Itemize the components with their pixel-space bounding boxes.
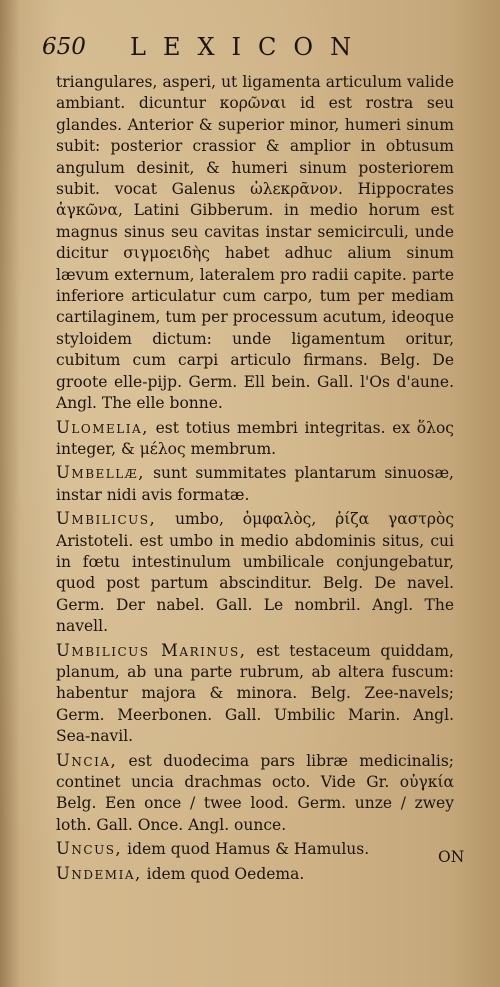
entry-headword: Ulomelia, [56,417,149,437]
entry-headword: Umbilicus Marinus, [56,640,247,660]
entry-headword: Undemia, [56,863,142,883]
entry-text: est duodecima pars libræ medicinalis; continet uncia drachmas octo. Vide Gr. οὐγκία Belg. Een once / twee lood. Germ. unze / zwey loth. Gall. Once. Angl. ounce. [56,751,454,834]
entry-umbilicus [56,508,454,637]
entry-text: est totius membri integritas. ex ὅλος integer, & μέλος membrum. [56,418,454,458]
page-number: 650 [42,34,86,60]
entry-continuation [56,72,454,415]
page-header [42,30,462,64]
entry-text: sunt summitates plantarum sinuosæ, instar nidi avis formatæ. [56,464,454,504]
entry-ulomelia [56,417,454,461]
entry-undemia [56,863,454,885]
lexicon-text [56,72,454,887]
entry-uncia [56,750,454,837]
entry-headword: Uncus, [56,839,123,859]
running-head: LEXICON [130,33,369,61]
entry-text: est testaceum quiddam, planum, ab una parte rubrum, ab altera fuscum: habentur majora & minora. Belg. Zee-navels; Germ. Meerbonen. Gall. Umbilic Marin. Angl. Sea-navil. [56,641,454,746]
catchword: ON [438,848,465,866]
entry-text: umbo, ὀμφαλὸς, ῥίζα γαστρὸς Aristoteli. est umbo in medio abdominis situs, cui in fœtu intestinulum umbilicale conjungebatur, quod post partum abscinditur. Belg. De navel. Germ. Der nabel. Gall. Le nombril. Angl. The navell. [56,510,454,636]
entry-text: triangulares, asperi, ut ligamenta articulum valide ambiant. dicuntur κορῶναι id est rostra seu glandes. Anterior & superior minor, humeri sinum subit: posterior crassior & amplior in obtusum angulum desinit, & humeri sinum posteriorem subit. vocat Galenus ὠλεκρᾶνον. Hippocrates ἀγκῶνα, Latini Gibberum. in medio horum est magnus sinus seu cavitas instar semicirculi, unde dicitur σιγμοειδὴς habet adhuc alium sinum lævum externum, lateralem pro radii capite. parte inferiore articulatur cum carpo, tum per mediam cartilaginem, tum per processum acutum, ideoque styloidem dictum: unde ligamentum oritur, cubitum cum carpi articulo firmans. Belg. De groote elle-pijp. Germ. Ell bein. Gall. l'Os d'aune. Angl. The elle bonne. [56,73,454,413]
entry-headword: Umbilicus, [56,509,157,529]
entry-headword: Uncia, [56,750,118,770]
entry-text: idem quod Hamus & Hamulus. [127,840,370,859]
entry-uncus [56,838,454,860]
entry-umbellae [56,462,454,506]
entry-text: idem quod Oedema. [146,864,305,883]
entry-headword: Umbellæ, [56,463,145,483]
entry-umbilicus-marinus [56,640,454,748]
